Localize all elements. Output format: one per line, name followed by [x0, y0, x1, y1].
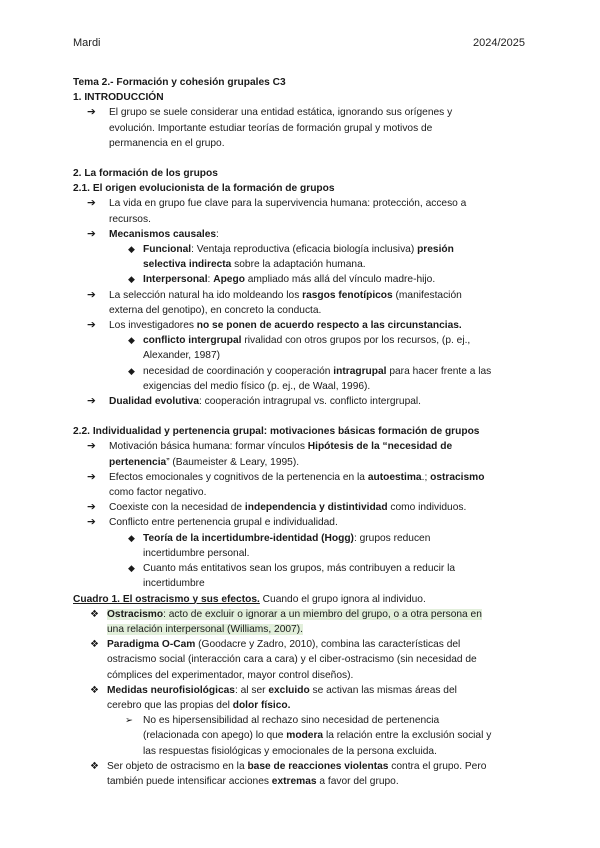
text-line: recursos. [109, 213, 151, 225]
text: Cuando el grupo ignora al individuo. [259, 593, 426, 605]
text-line: incertidumbre personal. [143, 547, 250, 559]
diamond-bullet-icon: ◆ [128, 532, 135, 543]
text: también puede intensificar acciones [107, 775, 272, 787]
bold-text: excluido [268, 684, 310, 696]
text: necesidad de coordinación y cooperación [143, 365, 334, 377]
text-line: externa del genotipo), en concreto la conducta. [109, 304, 322, 316]
arrow-bullet-icon: ➔ [87, 395, 96, 408]
document-body [73, 75, 533, 789]
bold-text: no se ponen de acuerdo respecto a las circunstancias. [196, 320, 462, 332]
text: (manifestación [392, 289, 462, 301]
list-item [73, 470, 533, 500]
section-2-2-heading: 2.2. Individualidad y pertenencia grupal: motivaciones básicas formación de grupos [73, 426, 480, 438]
arrow-bullet-icon: ➔ [87, 470, 96, 483]
bold-text: Teoría de la incertidumbre-identidad (Hogg) [143, 532, 354, 544]
text: Efectos emocionales y cognitivos de la pertenencia en la [109, 471, 368, 483]
bold-text: Paradigma O-Cam [107, 639, 196, 651]
star-bullet-icon: ❖ [90, 760, 99, 772]
text: Motivación básica humana: formar vínculos [109, 441, 308, 453]
arrow-bullet-icon: ➔ [87, 516, 96, 529]
list-item [73, 272, 533, 287]
list-item [73, 500, 533, 515]
list-item [73, 759, 533, 789]
text: la relación entre la exclusión social y [323, 730, 492, 742]
list-item [73, 713, 533, 759]
text-line: Cuanto más entitativos sean los grupos, más contribuyen a reducir la [143, 563, 456, 575]
arrow-bullet-icon: ➔ [87, 197, 96, 210]
text: La selección natural ha ido moldeando los [109, 289, 303, 301]
text: : acto de excluir o ignorar a un miembro del grupo, o a otra persona en [163, 608, 482, 620]
text: contra el grupo. Pero [388, 760, 487, 772]
bold-text: Mecanismos causales [109, 228, 217, 240]
section-1-heading: 1. INTRODUCCIÓN [73, 92, 164, 104]
text-line: cómplices del experimentador, mayor control diseños). [107, 669, 354, 681]
list-item [73, 196, 533, 226]
text: a favor del grupo. [316, 775, 399, 787]
arrow-bullet-icon: ➔ [87, 440, 96, 453]
arrow-bullet-icon: ➔ [87, 106, 96, 119]
arrow-bullet-icon: ➔ [87, 319, 96, 332]
list-item [73, 561, 533, 591]
text: sobre la adaptación humana. [231, 259, 366, 271]
bold-text: Apego [213, 274, 245, 286]
bold-text: Medidas neurofisiológicas [107, 684, 235, 696]
box-title-line [73, 592, 533, 607]
arrow-bullet-icon: ➔ [87, 288, 96, 301]
bold-text: presión [417, 244, 454, 256]
text: : Ventaja reproductiva (eficacia biología inclusiva) [191, 244, 418, 256]
list-item [73, 318, 533, 333]
text-line: El grupo se suele considerar una entidad estática, ignorando sus orígenes y [109, 107, 453, 119]
list-item [73, 288, 533, 318]
bold-text: independencia y distintividad [244, 502, 388, 514]
star-bullet-icon: ❖ [90, 608, 99, 620]
bold-text: intragrupal [333, 365, 387, 377]
star-bullet-icon: ❖ [90, 639, 99, 651]
bold-text: Interpersonal [143, 274, 208, 286]
diamond-bullet-icon: ◆ [128, 274, 135, 285]
star-bullet-icon: ❖ [90, 684, 99, 696]
list-item [73, 394, 533, 409]
text: : grupos reducen [353, 532, 431, 544]
list-item [73, 242, 533, 272]
bold-text: Dualidad evolutiva [109, 396, 200, 408]
list-item [73, 683, 533, 713]
text-line: las respuestas fisiológicas y emocionales de la persona excluida. [143, 745, 437, 757]
arrow-bullet-icon: ➔ [87, 501, 96, 514]
doc-title: Tema 2.- Formación y cohesión grupales C3 [73, 77, 286, 88]
text: .; [421, 471, 431, 483]
bold-text: selectiva indirecta [143, 259, 232, 271]
text: Los investigadores [109, 320, 197, 332]
header-left: Mardi [73, 37, 101, 49]
text-line: exigencias del medio físico (p. ej., de Waal, 1996). [143, 380, 371, 392]
text-line: permanencia en el grupo. [109, 137, 225, 149]
text-line: Conflicto entre pertenencia grupal e individualidad. [109, 517, 338, 529]
text: (relacionada con apego) lo que [143, 730, 287, 742]
box-title: Cuadro 1. El ostracismo y sus efectos. [73, 593, 260, 605]
list-item [73, 364, 533, 394]
text: (Goodacre y Zadro, 2010), combina las características del [195, 639, 461, 651]
text-line: incertidumbre [143, 578, 205, 590]
text-line: como factor negativo. [109, 487, 207, 499]
list-item [73, 531, 533, 561]
bold-text: modera [286, 730, 324, 742]
text-line: No es hipersensibilidad al rechazo sino necesidad de pertenencia [143, 715, 440, 727]
bold-text: conflicto intergrupal [143, 335, 242, 347]
bold-text: dolor físico. [232, 699, 291, 711]
diamond-bullet-icon: ◆ [128, 365, 135, 376]
text-line: ostracismo social (interacción cara a cara) y el ciber-ostracismo (sin necesidad de [107, 654, 477, 666]
text: ” (Baumeister & Leary, 1995). [166, 456, 300, 468]
bold-text: extremas [271, 775, 317, 787]
list-item [73, 105, 533, 151]
text: ampliado más allá del vínculo madre-hijo. [244, 274, 436, 286]
bold-text: pertenencia [109, 456, 167, 468]
diamond-bullet-icon: ◆ [128, 244, 135, 255]
header-right: 2024/2025 [473, 37, 525, 49]
bold-text: Funcional [143, 244, 192, 256]
bold-text: autoestima [367, 471, 422, 483]
text-line: La vida en grupo fue clave para la supervivencia humana: protección, acceso a [109, 198, 467, 210]
text: : cooperación intragrupal vs. conflicto intergrupal. [199, 396, 421, 408]
arrow-bullet-icon: ➔ [87, 227, 96, 240]
text-line: evolución. Importante estudiar teorías de formación grupal y motivos de [109, 122, 433, 134]
diamond-bullet-icon: ◆ [128, 563, 135, 574]
text: : [216, 228, 219, 240]
section-2-heading: 2. La formación de los grupos [73, 168, 218, 180]
text: Ser objeto de ostracismo en la [107, 760, 248, 772]
bold-text: base de reacciones violentas [247, 760, 389, 772]
text: : [207, 274, 214, 286]
text: : al ser [234, 684, 269, 696]
list-item [73, 439, 533, 469]
bold-text: Hipótesis de la “necesidad de [307, 441, 453, 453]
text: para hacer frente a las [386, 365, 492, 377]
list-item [73, 637, 533, 683]
list-item [73, 227, 533, 242]
text: como individuos. [387, 502, 467, 514]
bold-text: Ostracismo [107, 608, 164, 620]
list-item [73, 515, 533, 530]
list-item [73, 333, 533, 363]
text: se activan las mismas áreas del [309, 684, 457, 696]
chevron-bullet-icon: ➢ [125, 715, 133, 727]
highlighted-text: una relación interpersonal (Williams, 2007). [107, 623, 303, 635]
text: Coexiste con la necesidad de [109, 502, 245, 514]
text: cerebro que las propias del [107, 699, 233, 711]
section-2-1-heading: 2.1. El origen evolucionista de la formación de grupos [73, 183, 335, 195]
text-line: Alexander, 1987) [143, 350, 221, 362]
diamond-bullet-icon: ◆ [128, 335, 135, 346]
bold-text: ostracismo [430, 471, 485, 483]
bold-text: rasgos fenotípicos [302, 289, 393, 301]
text: rivalidad con otros grupos por los recursos, (p. ej., [241, 335, 471, 347]
list-item [73, 607, 533, 637]
